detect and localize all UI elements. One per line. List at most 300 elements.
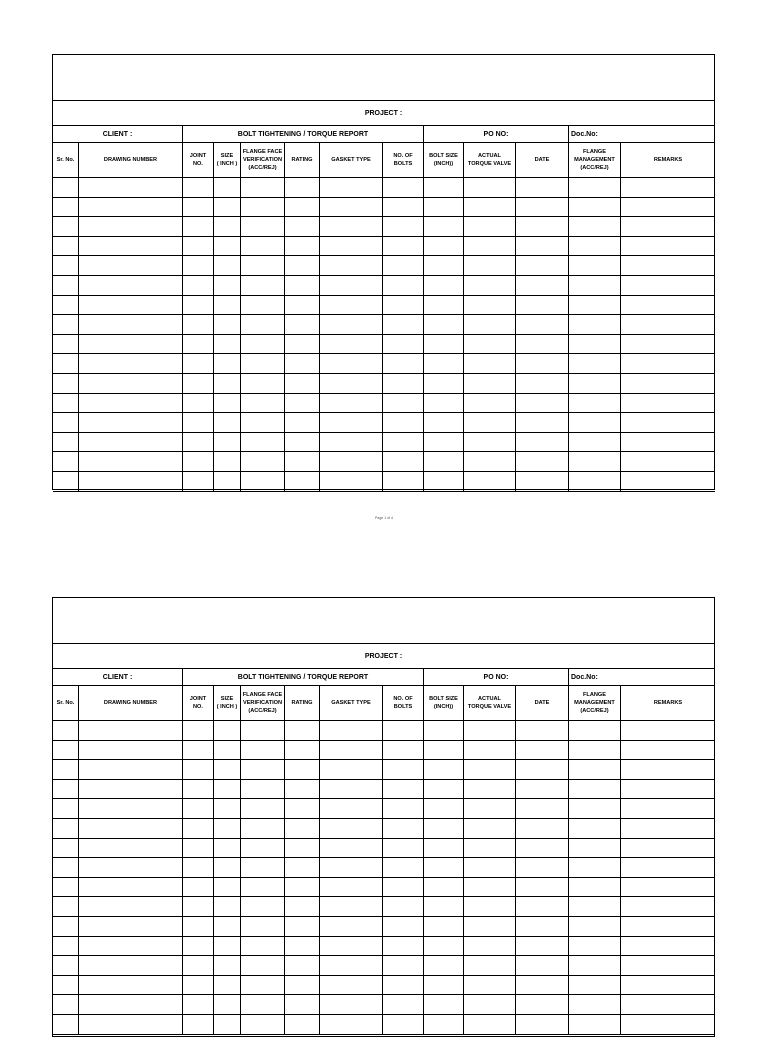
table-cell[interactable] bbox=[285, 217, 320, 237]
table-cell[interactable] bbox=[464, 799, 516, 819]
table-cell[interactable] bbox=[285, 819, 320, 839]
table-cell[interactable] bbox=[53, 394, 79, 414]
table-cell[interactable] bbox=[464, 956, 516, 976]
table-cell[interactable] bbox=[516, 374, 569, 394]
table-cell[interactable] bbox=[569, 819, 621, 839]
table-cell[interactable] bbox=[464, 413, 516, 433]
table-cell[interactable] bbox=[53, 178, 79, 198]
table-cell[interactable] bbox=[516, 937, 569, 957]
table-cell[interactable] bbox=[383, 217, 424, 237]
table-cell[interactable] bbox=[183, 394, 214, 414]
table-cell[interactable] bbox=[79, 741, 183, 761]
table-cell[interactable] bbox=[285, 976, 320, 996]
table-cell[interactable] bbox=[516, 178, 569, 198]
table-cell[interactable] bbox=[569, 217, 621, 237]
table-cell[interactable] bbox=[183, 256, 214, 276]
table-cell[interactable] bbox=[241, 858, 285, 878]
table-cell[interactable] bbox=[79, 374, 183, 394]
table-cell[interactable] bbox=[285, 995, 320, 1015]
table-cell[interactable] bbox=[621, 917, 715, 937]
table-cell[interactable] bbox=[53, 780, 79, 800]
table-cell[interactable] bbox=[214, 1015, 241, 1035]
table-cell[interactable] bbox=[424, 256, 464, 276]
table-cell[interactable] bbox=[241, 296, 285, 316]
table-cell[interactable] bbox=[285, 937, 320, 957]
table-cell[interactable] bbox=[183, 296, 214, 316]
table-cell[interactable] bbox=[383, 433, 424, 453]
table-cell[interactable] bbox=[53, 354, 79, 374]
table-cell[interactable] bbox=[464, 178, 516, 198]
table-cell[interactable] bbox=[183, 760, 214, 780]
table-cell[interactable] bbox=[53, 433, 79, 453]
table-cell[interactable] bbox=[214, 878, 241, 898]
table-cell[interactable] bbox=[79, 760, 183, 780]
table-cell[interactable] bbox=[241, 878, 285, 898]
table-cell[interactable] bbox=[621, 276, 715, 296]
table-cell[interactable] bbox=[183, 452, 214, 472]
table-cell[interactable] bbox=[569, 760, 621, 780]
table-cell[interactable] bbox=[516, 296, 569, 316]
table-cell[interactable] bbox=[464, 819, 516, 839]
table-cell[interactable] bbox=[383, 819, 424, 839]
table-cell[interactable] bbox=[464, 354, 516, 374]
table-cell[interactable] bbox=[621, 237, 715, 257]
table-cell[interactable] bbox=[516, 256, 569, 276]
table-cell[interactable] bbox=[621, 976, 715, 996]
table-cell[interactable] bbox=[621, 413, 715, 433]
table-cell[interactable] bbox=[516, 237, 569, 257]
table-cell[interactable] bbox=[183, 858, 214, 878]
table-cell[interactable] bbox=[53, 976, 79, 996]
table-cell[interactable] bbox=[464, 878, 516, 898]
table-cell[interactable] bbox=[183, 721, 214, 741]
table-cell[interactable] bbox=[53, 760, 79, 780]
table-cell[interactable] bbox=[516, 433, 569, 453]
table-cell[interactable] bbox=[53, 237, 79, 257]
table-cell[interactable] bbox=[464, 760, 516, 780]
table-cell[interactable] bbox=[569, 799, 621, 819]
table-cell[interactable] bbox=[621, 335, 715, 355]
table-cell[interactable] bbox=[214, 839, 241, 859]
table-cell[interactable] bbox=[241, 256, 285, 276]
table-cell[interactable] bbox=[383, 178, 424, 198]
table-cell[interactable] bbox=[285, 1015, 320, 1035]
table-cell[interactable] bbox=[464, 976, 516, 996]
table-cell[interactable] bbox=[621, 256, 715, 276]
table-cell[interactable] bbox=[285, 721, 320, 741]
table-cell[interactable] bbox=[183, 839, 214, 859]
table-cell[interactable] bbox=[53, 917, 79, 937]
table-cell[interactable] bbox=[214, 780, 241, 800]
table-cell[interactable] bbox=[241, 995, 285, 1015]
table-cell[interactable] bbox=[320, 413, 383, 433]
table-cell[interactable] bbox=[79, 198, 183, 218]
table-cell[interactable] bbox=[53, 276, 79, 296]
table-cell[interactable] bbox=[621, 198, 715, 218]
table-cell[interactable] bbox=[79, 315, 183, 335]
table-cell[interactable] bbox=[285, 452, 320, 472]
table-cell[interactable] bbox=[621, 780, 715, 800]
table-cell[interactable] bbox=[214, 394, 241, 414]
table-cell[interactable] bbox=[214, 276, 241, 296]
table-cell[interactable] bbox=[383, 374, 424, 394]
table-cell[interactable] bbox=[569, 741, 621, 761]
table-cell[interactable] bbox=[569, 237, 621, 257]
table-cell[interactable] bbox=[320, 452, 383, 472]
table-cell[interactable] bbox=[424, 276, 464, 296]
table-cell[interactable] bbox=[569, 721, 621, 741]
table-cell[interactable] bbox=[183, 780, 214, 800]
table-cell[interactable] bbox=[285, 799, 320, 819]
table-cell[interactable] bbox=[53, 374, 79, 394]
table-cell[interactable] bbox=[285, 780, 320, 800]
table-cell[interactable] bbox=[424, 760, 464, 780]
table-cell[interactable] bbox=[516, 819, 569, 839]
table-cell[interactable] bbox=[214, 721, 241, 741]
table-cell[interactable] bbox=[320, 354, 383, 374]
table-cell[interactable] bbox=[383, 354, 424, 374]
table-cell[interactable] bbox=[383, 917, 424, 937]
table-cell[interactable] bbox=[383, 237, 424, 257]
table-cell[interactable] bbox=[383, 413, 424, 433]
table-cell[interactable] bbox=[424, 335, 464, 355]
table-cell[interactable] bbox=[424, 178, 464, 198]
table-cell[interactable] bbox=[79, 178, 183, 198]
table-cell[interactable] bbox=[53, 995, 79, 1015]
table-cell[interactable] bbox=[516, 413, 569, 433]
table-cell[interactable] bbox=[320, 296, 383, 316]
table-cell[interactable] bbox=[516, 315, 569, 335]
table-cell[interactable] bbox=[320, 819, 383, 839]
table-cell[interactable] bbox=[621, 394, 715, 414]
table-cell[interactable] bbox=[621, 433, 715, 453]
table-cell[interactable] bbox=[516, 897, 569, 917]
table-cell[interactable] bbox=[241, 335, 285, 355]
table-cell[interactable] bbox=[241, 976, 285, 996]
table-cell[interactable] bbox=[464, 1015, 516, 1035]
table-cell[interactable] bbox=[383, 1015, 424, 1035]
table-cell[interactable] bbox=[79, 256, 183, 276]
table-cell[interactable] bbox=[621, 452, 715, 472]
table-cell[interactable] bbox=[320, 374, 383, 394]
table-cell[interactable] bbox=[621, 819, 715, 839]
table-cell[interactable] bbox=[464, 897, 516, 917]
table-cell[interactable] bbox=[241, 956, 285, 976]
table-cell[interactable] bbox=[79, 956, 183, 976]
table-cell[interactable] bbox=[183, 1015, 214, 1035]
table-cell[interactable] bbox=[464, 839, 516, 859]
table-cell[interactable] bbox=[569, 995, 621, 1015]
table-cell[interactable] bbox=[183, 799, 214, 819]
table-cell[interactable] bbox=[183, 741, 214, 761]
table-cell[interactable] bbox=[53, 452, 79, 472]
table-cell[interactable] bbox=[621, 354, 715, 374]
table-cell[interactable] bbox=[621, 1015, 715, 1035]
table-cell[interactable] bbox=[183, 178, 214, 198]
table-cell[interactable] bbox=[79, 354, 183, 374]
table-cell[interactable] bbox=[383, 472, 424, 492]
table-cell[interactable] bbox=[569, 897, 621, 917]
table-cell[interactable] bbox=[464, 237, 516, 257]
table-cell[interactable] bbox=[53, 217, 79, 237]
table-cell[interactable] bbox=[383, 799, 424, 819]
table-cell[interactable] bbox=[53, 472, 79, 492]
table-cell[interactable] bbox=[214, 354, 241, 374]
table-cell[interactable] bbox=[424, 394, 464, 414]
table-cell[interactable] bbox=[53, 413, 79, 433]
table-cell[interactable] bbox=[383, 296, 424, 316]
table-cell[interactable] bbox=[424, 198, 464, 218]
table-cell[interactable] bbox=[320, 976, 383, 996]
table-cell[interactable] bbox=[183, 276, 214, 296]
table-cell[interactable] bbox=[424, 296, 464, 316]
table-cell[interactable] bbox=[320, 237, 383, 257]
table-cell[interactable] bbox=[320, 178, 383, 198]
table-cell[interactable] bbox=[79, 878, 183, 898]
table-cell[interactable] bbox=[285, 413, 320, 433]
table-cell[interactable] bbox=[241, 839, 285, 859]
table-cell[interactable] bbox=[569, 917, 621, 937]
table-cell[interactable] bbox=[516, 799, 569, 819]
table-cell[interactable] bbox=[516, 760, 569, 780]
table-cell[interactable] bbox=[464, 780, 516, 800]
table-cell[interactable] bbox=[214, 413, 241, 433]
table-cell[interactable] bbox=[214, 472, 241, 492]
table-cell[interactable] bbox=[464, 335, 516, 355]
table-cell[interactable] bbox=[53, 256, 79, 276]
table-cell[interactable] bbox=[285, 276, 320, 296]
table-cell[interactable] bbox=[214, 217, 241, 237]
table-cell[interactable] bbox=[516, 995, 569, 1015]
table-cell[interactable] bbox=[285, 897, 320, 917]
table-cell[interactable] bbox=[516, 394, 569, 414]
table-cell[interactable] bbox=[516, 741, 569, 761]
table-cell[interactable] bbox=[183, 413, 214, 433]
table-cell[interactable] bbox=[383, 878, 424, 898]
table-cell[interactable] bbox=[320, 760, 383, 780]
table-cell[interactable] bbox=[569, 839, 621, 859]
table-cell[interactable] bbox=[621, 315, 715, 335]
table-cell[interactable] bbox=[621, 217, 715, 237]
table-cell[interactable] bbox=[464, 917, 516, 937]
table-cell[interactable] bbox=[383, 760, 424, 780]
table-cell[interactable] bbox=[516, 472, 569, 492]
table-cell[interactable] bbox=[383, 256, 424, 276]
table-cell[interactable] bbox=[79, 839, 183, 859]
table-cell[interactable] bbox=[53, 839, 79, 859]
table-cell[interactable] bbox=[53, 741, 79, 761]
table-cell[interactable] bbox=[424, 956, 464, 976]
table-cell[interactable] bbox=[424, 897, 464, 917]
table-cell[interactable] bbox=[516, 452, 569, 472]
table-cell[interactable] bbox=[464, 315, 516, 335]
table-cell[interactable] bbox=[320, 799, 383, 819]
table-cell[interactable] bbox=[621, 858, 715, 878]
table-cell[interactable] bbox=[569, 178, 621, 198]
table-cell[interactable] bbox=[285, 858, 320, 878]
table-cell[interactable] bbox=[183, 374, 214, 394]
table-cell[interactable] bbox=[285, 374, 320, 394]
table-cell[interactable] bbox=[241, 452, 285, 472]
table-cell[interactable] bbox=[79, 276, 183, 296]
table-cell[interactable] bbox=[214, 956, 241, 976]
table-cell[interactable] bbox=[183, 937, 214, 957]
table-cell[interactable] bbox=[383, 335, 424, 355]
table-cell[interactable] bbox=[241, 276, 285, 296]
table-cell[interactable] bbox=[621, 937, 715, 957]
table-cell[interactable] bbox=[183, 897, 214, 917]
table-cell[interactable] bbox=[285, 256, 320, 276]
table-cell[interactable] bbox=[53, 897, 79, 917]
table-cell[interactable] bbox=[621, 878, 715, 898]
table-cell[interactable] bbox=[214, 917, 241, 937]
table-cell[interactable] bbox=[241, 760, 285, 780]
table-cell[interactable] bbox=[516, 721, 569, 741]
table-cell[interactable] bbox=[516, 839, 569, 859]
table-cell[interactable] bbox=[53, 956, 79, 976]
table-cell[interactable] bbox=[424, 721, 464, 741]
table-cell[interactable] bbox=[285, 354, 320, 374]
table-cell[interactable] bbox=[53, 296, 79, 316]
table-cell[interactable] bbox=[464, 256, 516, 276]
table-cell[interactable] bbox=[214, 452, 241, 472]
table-cell[interactable] bbox=[464, 995, 516, 1015]
table-cell[interactable] bbox=[569, 394, 621, 414]
table-cell[interactable] bbox=[516, 858, 569, 878]
table-cell[interactable] bbox=[241, 721, 285, 741]
table-cell[interactable] bbox=[464, 433, 516, 453]
table-cell[interactable] bbox=[214, 937, 241, 957]
table-cell[interactable] bbox=[464, 374, 516, 394]
table-cell[interactable] bbox=[569, 374, 621, 394]
table-cell[interactable] bbox=[464, 276, 516, 296]
table-cell[interactable] bbox=[383, 276, 424, 296]
table-cell[interactable] bbox=[424, 917, 464, 937]
table-cell[interactable] bbox=[516, 217, 569, 237]
table-cell[interactable] bbox=[320, 315, 383, 335]
table-cell[interactable] bbox=[285, 315, 320, 335]
table-cell[interactable] bbox=[214, 296, 241, 316]
table-cell[interactable] bbox=[516, 878, 569, 898]
table-cell[interactable] bbox=[285, 472, 320, 492]
table-cell[interactable] bbox=[320, 721, 383, 741]
table-cell[interactable] bbox=[79, 335, 183, 355]
table-cell[interactable] bbox=[516, 276, 569, 296]
table-cell[interactable] bbox=[320, 897, 383, 917]
table-cell[interactable] bbox=[79, 780, 183, 800]
table-cell[interactable] bbox=[285, 296, 320, 316]
table-cell[interactable] bbox=[621, 839, 715, 859]
table-cell[interactable] bbox=[79, 413, 183, 433]
table-cell[interactable] bbox=[383, 198, 424, 218]
table-cell[interactable] bbox=[79, 976, 183, 996]
table-cell[interactable] bbox=[241, 237, 285, 257]
table-cell[interactable] bbox=[621, 799, 715, 819]
table-cell[interactable] bbox=[241, 178, 285, 198]
table-cell[interactable] bbox=[383, 995, 424, 1015]
table-cell[interactable] bbox=[79, 995, 183, 1015]
table-cell[interactable] bbox=[79, 897, 183, 917]
table-cell[interactable] bbox=[320, 1015, 383, 1035]
table-cell[interactable] bbox=[241, 433, 285, 453]
table-cell[interactable] bbox=[241, 1015, 285, 1035]
table-cell[interactable] bbox=[79, 472, 183, 492]
table-cell[interactable] bbox=[214, 858, 241, 878]
table-cell[interactable] bbox=[53, 819, 79, 839]
table-cell[interactable] bbox=[79, 217, 183, 237]
table-cell[interactable] bbox=[79, 917, 183, 937]
table-cell[interactable] bbox=[183, 917, 214, 937]
table-cell[interactable] bbox=[320, 198, 383, 218]
table-cell[interactable] bbox=[241, 354, 285, 374]
table-cell[interactable] bbox=[424, 799, 464, 819]
table-cell[interactable] bbox=[569, 256, 621, 276]
table-cell[interactable] bbox=[569, 858, 621, 878]
table-cell[interactable] bbox=[320, 858, 383, 878]
table-cell[interactable] bbox=[383, 741, 424, 761]
table-cell[interactable] bbox=[241, 374, 285, 394]
table-cell[interactable] bbox=[383, 858, 424, 878]
table-cell[interactable] bbox=[183, 433, 214, 453]
table-cell[interactable] bbox=[241, 472, 285, 492]
table-cell[interactable] bbox=[516, 780, 569, 800]
table-cell[interactable] bbox=[516, 976, 569, 996]
table-cell[interactable] bbox=[214, 976, 241, 996]
table-cell[interactable] bbox=[183, 217, 214, 237]
table-cell[interactable] bbox=[516, 198, 569, 218]
table-cell[interactable] bbox=[424, 217, 464, 237]
table-cell[interactable] bbox=[621, 178, 715, 198]
table-cell[interactable] bbox=[183, 956, 214, 976]
table-cell[interactable] bbox=[53, 937, 79, 957]
table-cell[interactable] bbox=[569, 433, 621, 453]
table-cell[interactable] bbox=[320, 217, 383, 237]
table-cell[interactable] bbox=[383, 839, 424, 859]
table-cell[interactable] bbox=[285, 917, 320, 937]
table-cell[interactable] bbox=[383, 937, 424, 957]
table-cell[interactable] bbox=[621, 897, 715, 917]
table-cell[interactable] bbox=[424, 452, 464, 472]
table-cell[interactable] bbox=[285, 178, 320, 198]
table-cell[interactable] bbox=[464, 394, 516, 414]
table-cell[interactable] bbox=[183, 472, 214, 492]
table-cell[interactable] bbox=[79, 819, 183, 839]
table-cell[interactable] bbox=[621, 995, 715, 1015]
table-cell[interactable] bbox=[464, 217, 516, 237]
table-cell[interactable] bbox=[214, 433, 241, 453]
table-cell[interactable] bbox=[383, 956, 424, 976]
table-cell[interactable] bbox=[183, 995, 214, 1015]
table-cell[interactable] bbox=[79, 721, 183, 741]
table-cell[interactable] bbox=[424, 819, 464, 839]
table-cell[interactable] bbox=[424, 315, 464, 335]
table-cell[interactable] bbox=[320, 995, 383, 1015]
table-cell[interactable] bbox=[183, 335, 214, 355]
table-cell[interactable] bbox=[285, 237, 320, 257]
table-cell[interactable] bbox=[569, 976, 621, 996]
table-cell[interactable] bbox=[516, 1015, 569, 1035]
table-cell[interactable] bbox=[53, 858, 79, 878]
table-cell[interactable] bbox=[464, 721, 516, 741]
table-cell[interactable] bbox=[214, 819, 241, 839]
table-cell[interactable] bbox=[320, 878, 383, 898]
table-cell[interactable] bbox=[79, 937, 183, 957]
table-cell[interactable] bbox=[320, 937, 383, 957]
table-cell[interactable] bbox=[214, 198, 241, 218]
table-cell[interactable] bbox=[241, 394, 285, 414]
table-cell[interactable] bbox=[214, 335, 241, 355]
table-cell[interactable] bbox=[320, 956, 383, 976]
